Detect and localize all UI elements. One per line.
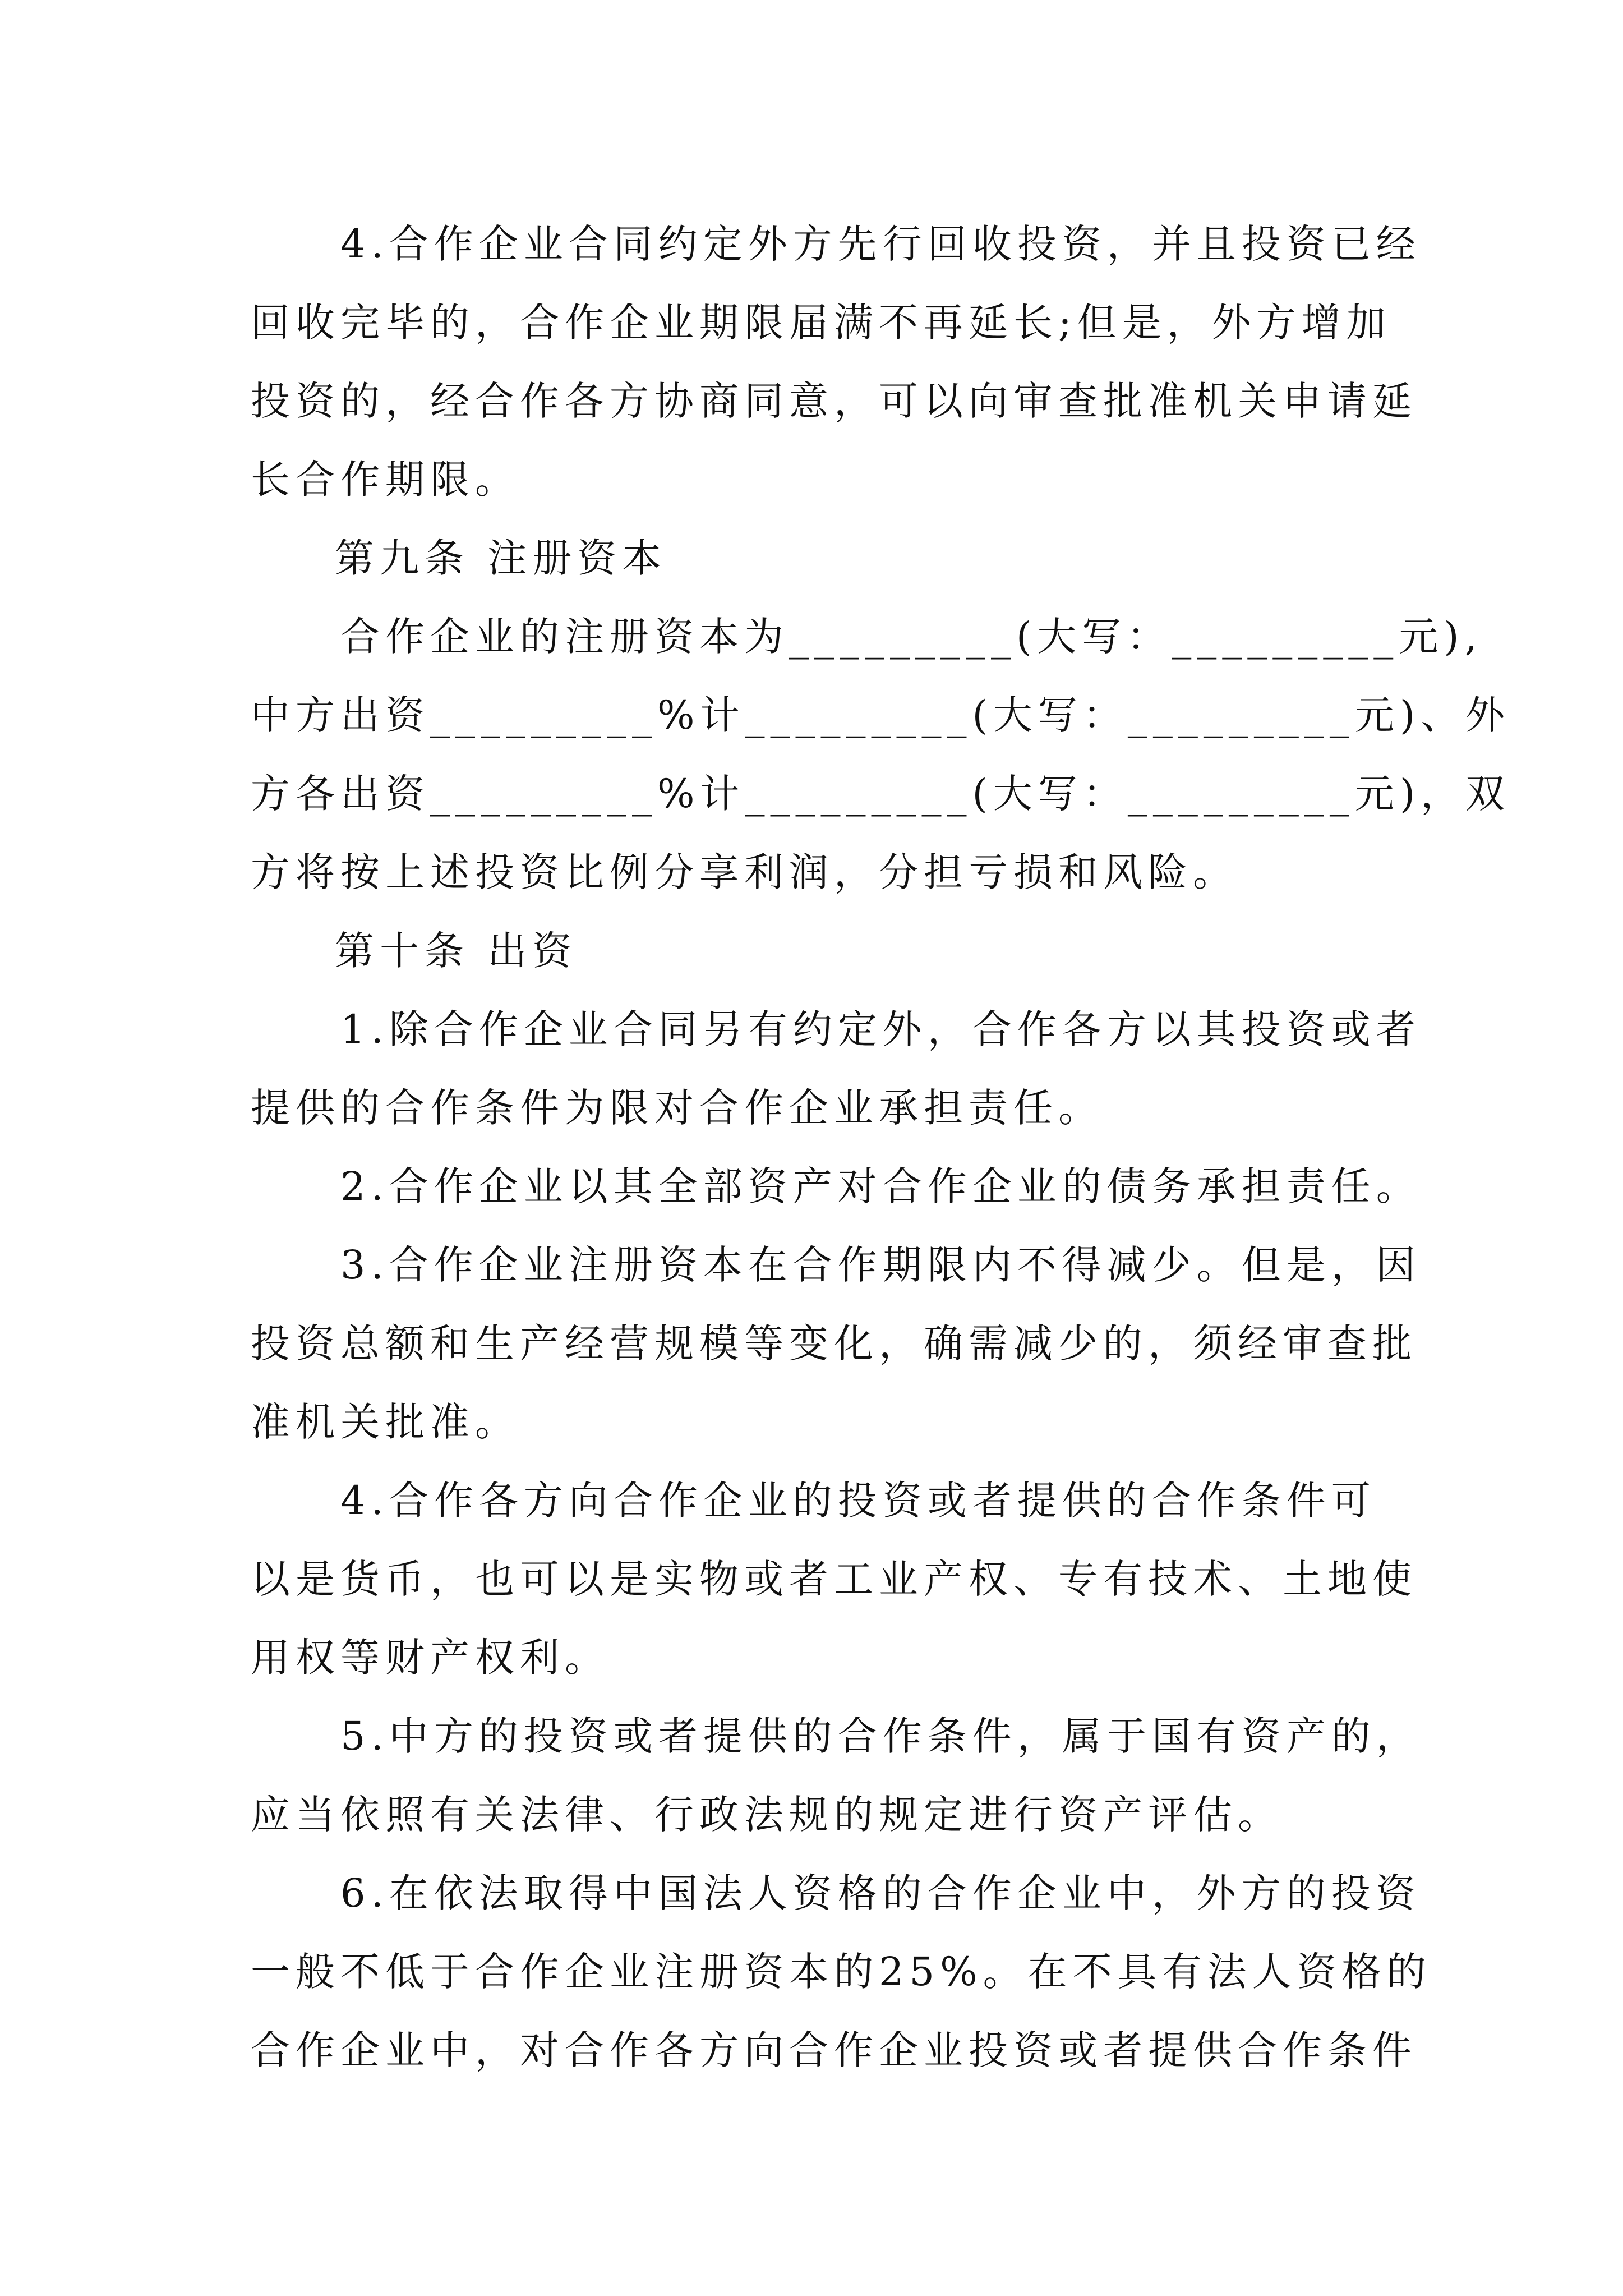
paragraph-line: 4.合作企业合同约定外方先行回收投资，并且投资已经: [340, 221, 1421, 267]
paragraph-line: 提供的合作条件为限对合作企业承担责任。: [251, 1085, 1103, 1131]
paragraph-line: 方各出资_________%计_________(大写：_________元)，双: [251, 771, 1511, 817]
paragraph-line: 4.合作各方向合作企业的投资或者提供的合作条件可: [340, 1478, 1376, 1524]
paragraph-line: 3.合作企业注册资本在合作期限内不得减少。但是，因: [340, 1242, 1421, 1288]
paragraph-line: 合作企业中，对合作各方向合作企业投资或者提供合作条件: [251, 2027, 1417, 2073]
paragraph-line: 长合作期限。: [251, 457, 520, 503]
paragraph-line: 1.除合作企业合同另有约定外，合作各方以其投资或者: [340, 1006, 1421, 1052]
paragraph-line: 方将按上述投资比例分享利润，分担亏损和风险。: [251, 849, 1238, 895]
paragraph-line: 准机关批准。: [251, 1399, 520, 1445]
article-heading: 第九条 注册资本: [335, 535, 667, 581]
document-body: [251, 205, 1511, 2090]
paragraph-line: 投资的，经合作各方协商同意，可以向审查批准机关申请延: [251, 378, 1417, 424]
paragraph-line: 投资总额和生产经营规模等变化，确需减少的，须经审查批: [251, 1320, 1417, 1366]
paragraph-line: 5.中方的投资或者提供的合作条件，属于国有资产的，: [340, 1713, 1421, 1759]
paragraph-line: 回收完毕的，合作企业期限届满不再延长;但是，外方增加: [251, 300, 1391, 346]
paragraph-line: 2.合作企业以其全部资产对合作企业的债务承担责任。: [340, 1163, 1421, 1209]
paragraph-line: 6.在依法取得中国法人资格的合作企业中，外方的投资: [340, 1870, 1421, 1916]
paragraph-line: 合作企业的注册资本为_________(大写：_________元),: [340, 614, 1483, 660]
paragraph-line: 一般不低于合作企业注册资本的25%。在不具有法人资格的: [251, 1949, 1432, 1995]
paragraph-line: 以是货币，也可以是实物或者工业产权、专有技术、土地使: [251, 1556, 1417, 1602]
paragraph-line: 用权等财产权利。: [251, 1635, 610, 1681]
paragraph-line: 应当依照有关法律、行政法规的规定进行资产评估。: [251, 1792, 1283, 1838]
article-heading: 第十条 出资: [335, 928, 578, 974]
paragraph-line: 中方出资_________%计_________(大写：_________元)、外: [251, 692, 1511, 738]
